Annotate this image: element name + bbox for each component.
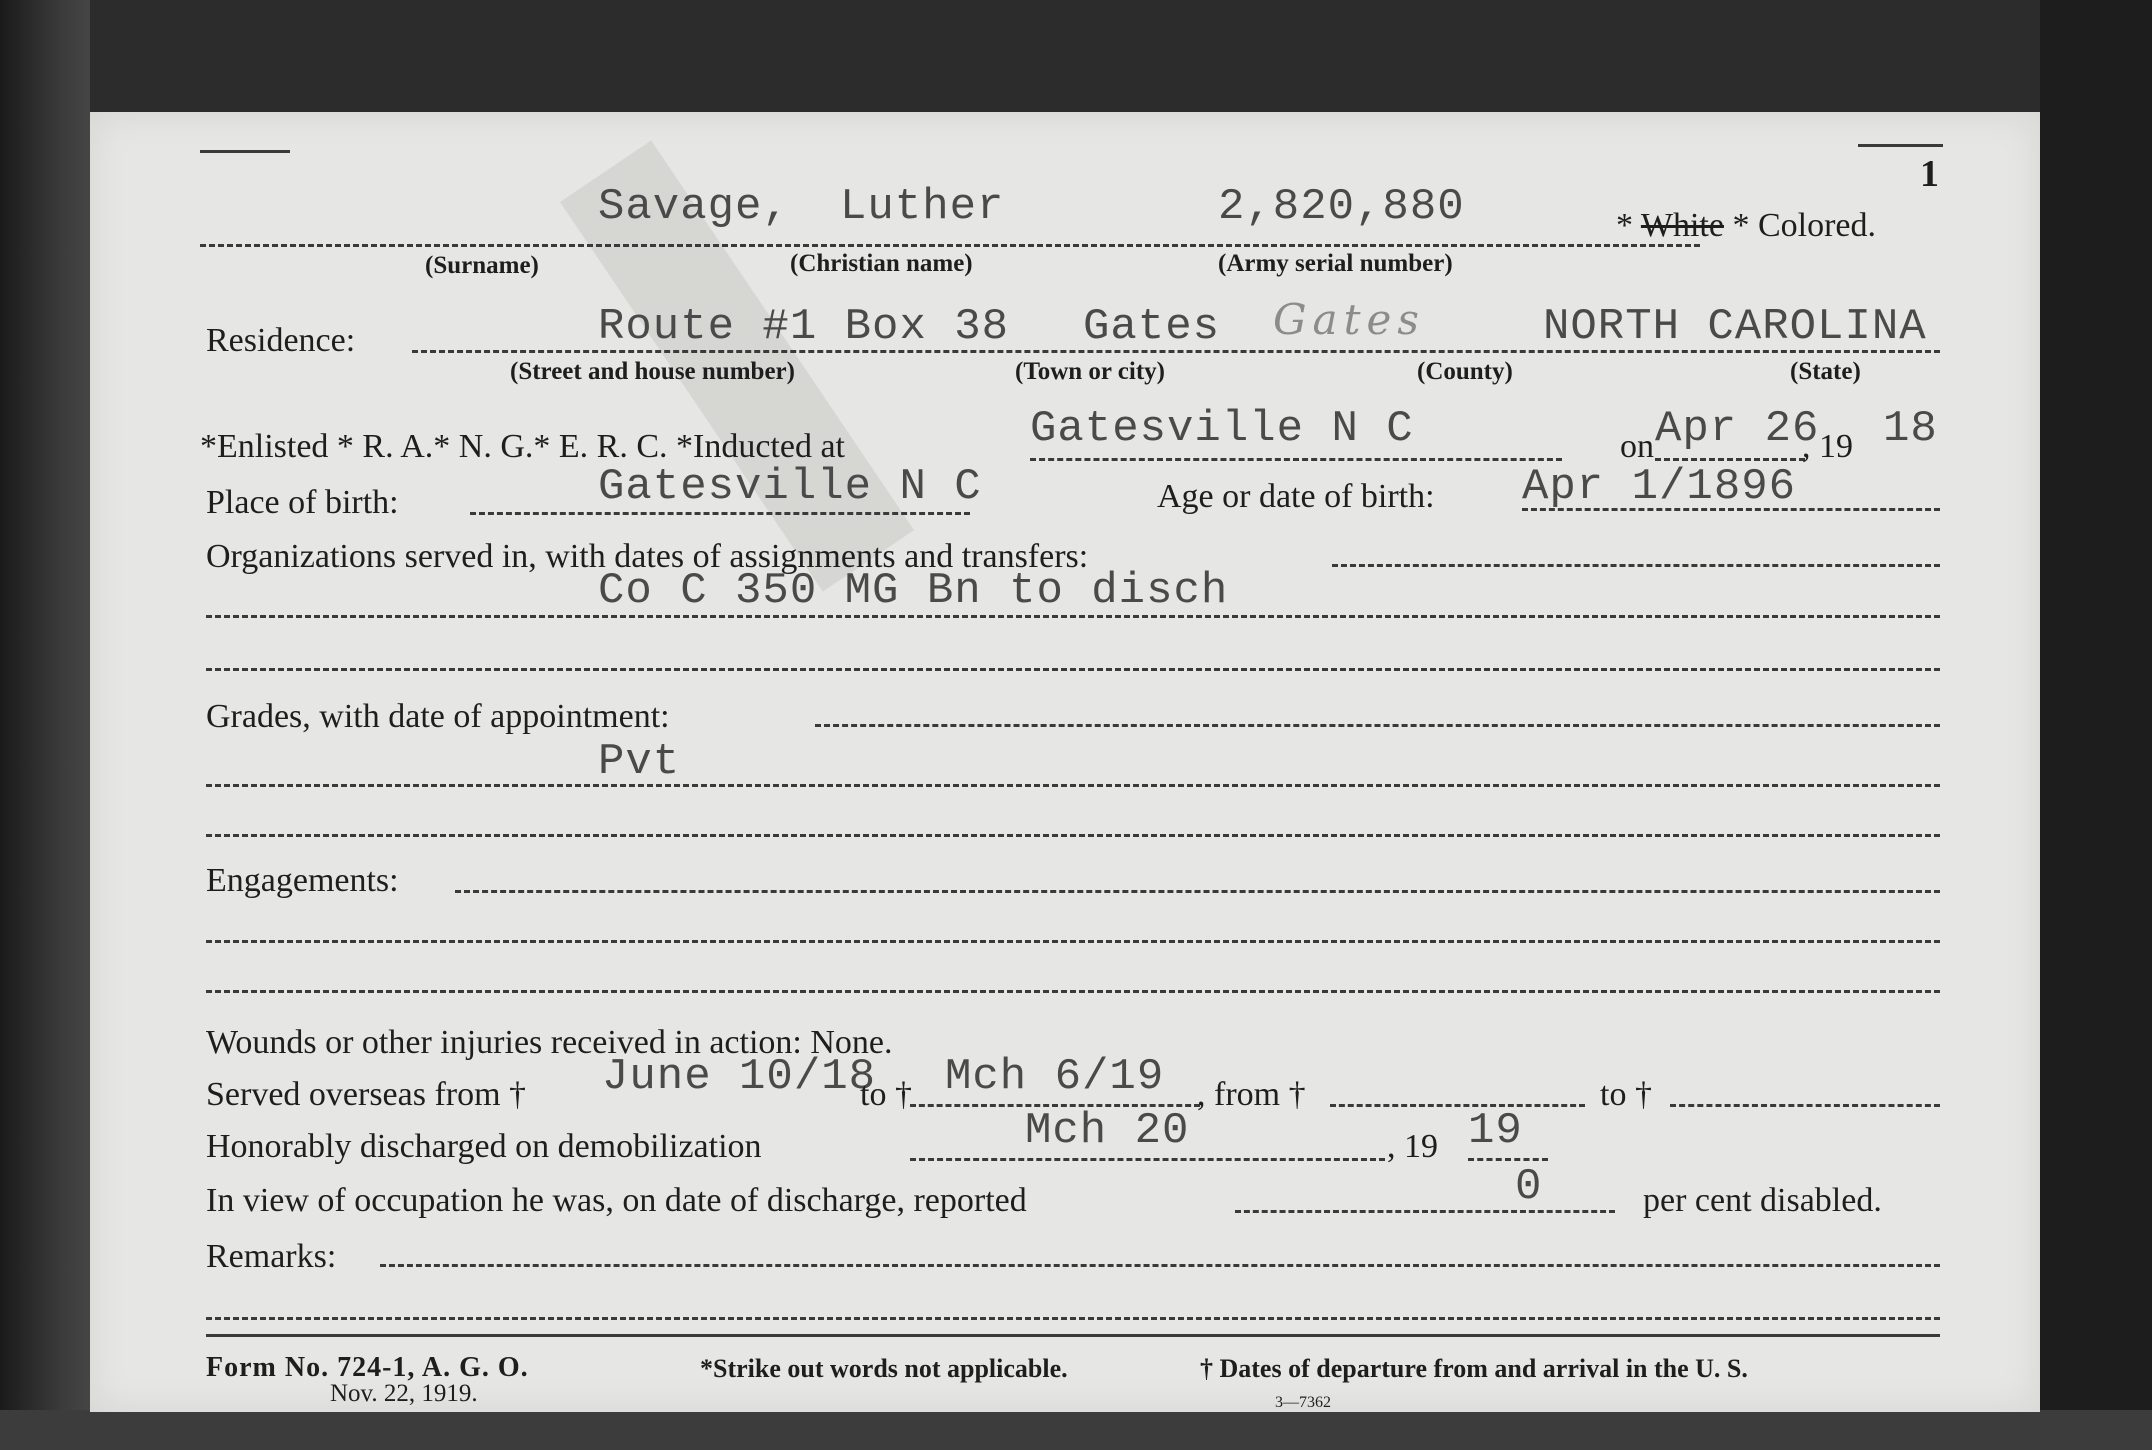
induction-place-line bbox=[1030, 458, 1562, 461]
discharge-year-prefix: , 19 bbox=[1387, 1128, 1438, 1165]
card-number: 1 bbox=[1920, 153, 1939, 195]
surname-value: Savage, bbox=[598, 182, 790, 232]
county-value: Gates bbox=[1273, 295, 1425, 344]
town-value: Gates bbox=[1083, 302, 1221, 352]
induction-date-line bbox=[1655, 458, 1805, 461]
overseas-to-label: to † bbox=[860, 1076, 912, 1113]
form-date: Nov. 22, 1919. bbox=[330, 1380, 478, 1407]
print-code: 3—7362 bbox=[1275, 1394, 1331, 1411]
disability-line bbox=[1235, 1210, 1615, 1213]
residence-label: Residence: bbox=[206, 322, 356, 359]
engagements-label: Engagements: bbox=[206, 862, 399, 899]
residence-line bbox=[412, 350, 1940, 353]
induction-place-value: Gatesville N C bbox=[1030, 404, 1414, 454]
birthplace-label: Place of birth: bbox=[206, 484, 399, 521]
state-label: (State) bbox=[1790, 358, 1861, 385]
discharge-date-line bbox=[910, 1158, 1385, 1161]
grades-line-3 bbox=[206, 834, 1940, 837]
serial-number-label: (Army serial number) bbox=[1218, 250, 1453, 277]
discharge-date-value: Mch 20 bbox=[1025, 1106, 1190, 1156]
induction-year-prefix: , 19 bbox=[1802, 428, 1853, 465]
birth-date-value: Apr 1/1896 bbox=[1522, 462, 1797, 512]
grades-value: Pvt bbox=[598, 737, 681, 787]
scan-background-left bbox=[0, 0, 90, 1450]
scan-background-right bbox=[2040, 0, 2152, 1450]
top-left-rule bbox=[200, 150, 290, 153]
disability-label: In view of occupation he was, on date of discharge, reported bbox=[206, 1182, 1027, 1219]
remarks-label: Remarks: bbox=[206, 1238, 337, 1275]
dates-note: † Dates of departure from and arrival in the U. S. bbox=[1200, 1354, 1748, 1383]
grades-line-2 bbox=[206, 784, 1940, 787]
overseas-to2-label: to † bbox=[1600, 1076, 1652, 1113]
wounds-text: Wounds or other injuries received in action: None. bbox=[206, 1024, 893, 1061]
disability-suffix: per cent disabled. bbox=[1643, 1182, 1882, 1219]
christian-name-value: Luther bbox=[840, 182, 1005, 232]
remarks-line-2 bbox=[206, 1317, 1940, 1320]
discharge-label: Honorably discharged on demobilization bbox=[206, 1128, 762, 1165]
remarks-line-1 bbox=[380, 1264, 1940, 1267]
disability-value: 0 bbox=[1515, 1162, 1543, 1212]
race-colored: Colored. bbox=[1757, 207, 1877, 244]
enlistment-label: *Enlisted * R. A.* N. G.* E. R. C. *Inducted at bbox=[200, 428, 846, 465]
engagements-line-1 bbox=[455, 890, 1940, 893]
overseas-from2-label: , from † bbox=[1197, 1076, 1306, 1113]
birthplace-line bbox=[470, 512, 970, 515]
birthplace-value: Gatesville N C bbox=[598, 462, 982, 512]
footer-rule bbox=[206, 1334, 1940, 1337]
birth-date-label: Age or date of birth: bbox=[1157, 478, 1435, 515]
state-value: NORTH CAROLINA bbox=[1543, 302, 1927, 352]
serial-number-value: 2,820,880 bbox=[1218, 182, 1465, 232]
organizations-line-3 bbox=[206, 668, 1940, 671]
organizations-line-1 bbox=[1332, 564, 1940, 567]
form-number: Form No. 724-1, A. G. O. bbox=[206, 1352, 529, 1383]
organizations-line-2 bbox=[206, 615, 1940, 618]
engagements-line-3 bbox=[206, 990, 1940, 993]
street-value: Route #1 Box 38 bbox=[598, 302, 1010, 352]
surname-label: (Surname) bbox=[425, 252, 539, 279]
star-mark: * bbox=[1616, 207, 1633, 244]
grades-line-1 bbox=[815, 724, 1940, 727]
discharge-year-line bbox=[1468, 1158, 1548, 1161]
overseas-label: Served overseas from † bbox=[206, 1076, 527, 1113]
induction-date-value: Apr 26 bbox=[1655, 404, 1820, 454]
scan-background-top bbox=[0, 0, 2152, 112]
engagements-line-2 bbox=[206, 940, 1940, 943]
organizations-label: Organizations served in, with dates of assignments and transfers: bbox=[206, 538, 1089, 575]
overseas-from2-line bbox=[1330, 1104, 1585, 1107]
scan-background-bottom bbox=[0, 1410, 2152, 1450]
town-label: (Town or city) bbox=[1015, 358, 1165, 385]
county-label: (County) bbox=[1417, 358, 1513, 385]
race-options bbox=[1616, 207, 1876, 245]
service-record-card bbox=[90, 112, 2040, 1412]
overseas-to2-line bbox=[1670, 1104, 1940, 1107]
induction-year-value: 18 bbox=[1883, 404, 1938, 454]
race-white: White bbox=[1640, 207, 1724, 244]
street-label: (Street and house number) bbox=[510, 358, 795, 385]
birth-date-line bbox=[1522, 508, 1940, 511]
organizations-value: Co C 350 MG Bn to disch bbox=[598, 566, 1229, 616]
overseas-to-value: Mch 6/19 bbox=[945, 1052, 1165, 1102]
on-label: on bbox=[1620, 428, 1654, 465]
discharge-year-value: 19 bbox=[1468, 1106, 1523, 1156]
christian-name-label: (Christian name) bbox=[790, 250, 973, 277]
overseas-from-value: June 10/18 bbox=[602, 1052, 877, 1102]
star-mark: * bbox=[1732, 207, 1750, 244]
name-line bbox=[200, 244, 1700, 247]
strike-note: *Strike out words not applicable. bbox=[700, 1354, 1068, 1383]
grades-label: Grades, with date of appointment: bbox=[206, 698, 670, 735]
top-right-rule bbox=[1858, 144, 1943, 147]
